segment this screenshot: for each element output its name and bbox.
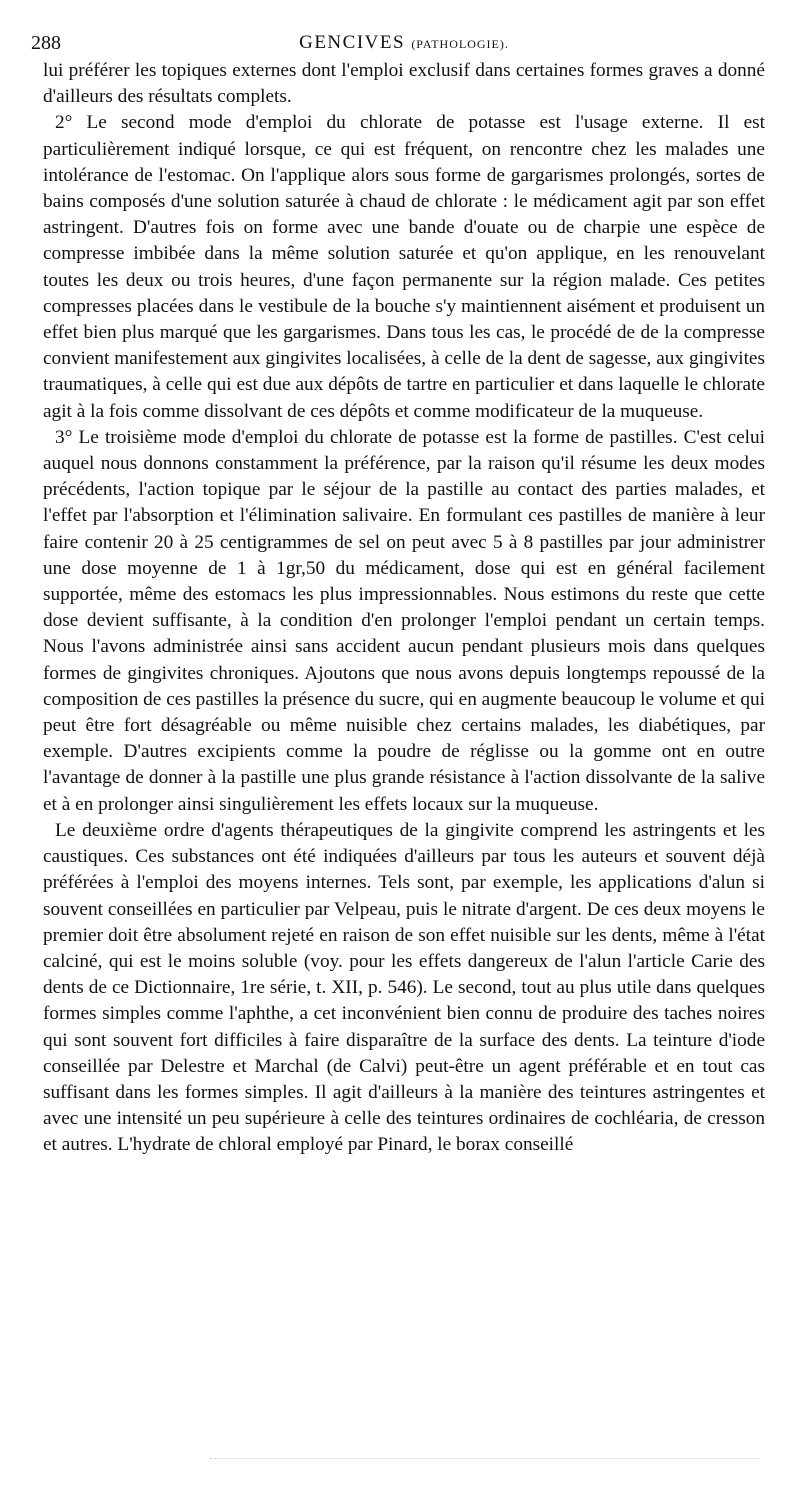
section-subtitle: (PATHOLOGIE). [411, 37, 509, 51]
paragraph-second-mode: 2° Le second mode d'emploi du chlorate de potasse est l'usage externe. Il est particulièrement indiqué lorsque, ce qui est fréquent, on rencontre chez les malades une intolérance de l'estomac. On l'applique alors sous forme de gargarismes prolongés, sortes de bains composés d'une solution saturée à chaud de chlorate : le médicament agit par son effet astringent. D'autres fois on forme avec une bande d'ouate ou de charpie une espèce de compresse imbibée dans la même solution saturée et qu'on applique, en les renouvelant toutes les deux ou trois heures, d'une façon permanente sur la région malade. Ces petites compresses placées dans le vestibule de la bouche s'y maintiennent aisément et produisent un effet bien plus marqué que les gargarismes. Dans tous les cas, le procédé de de la compresse convient manifestement aux gingivites localisées, à celle de la dent de sagesse, aux gingivites traumatiques, à celle qui est due aux dépôts de tartre en particulier et dans laquelle le chlorate agit à la fois comme dissolvant de ces dépôts et comme modificateur de la muqueuse. [43, 112, 765, 422]
page-number: 288 [31, 32, 61, 54]
book-page [31, 28, 765, 1159]
body-text [43, 58, 765, 1159]
paragraph-continuation: lui préférer les topiques externes dont l'emploi exclusif dans certaines formes graves a donné d'ailleurs des résultats complets. [43, 60, 765, 108]
running-title [43, 28, 765, 59]
paragraph-third-mode: 3° Le troisième mode d'emploi du chlorate de potasse est la forme de pastilles. C'est celui auquel nous donnons constamment la préférence, par la raison qu'il résume les deux modes précédents, l'action topique par le séjour de la pastille au contact des parties malades, et l'effet par l'absorption et l'élimination salivaire. En formulant ces pastilles de manière à leur faire contenir 20 à 25 centigrammes de sel on peut avec 5 à 8 pastilles par jour administrer une dose moyenne de 1 à 1gr,50 du médicament, dose qui est en général facilement supportée, même des estomacs les plus impressionnables. Nous estimons du reste que cette dose devient suffisante, à la condition d'en prolonger l'emploi pendant un certain temps. Nous l'avons administrée ainsi sans accident aucun pendant plusieurs mois dans quelques formes de gingivites chroniques. Ajoutons que nous avons depuis longtemps repoussé de la composition de ces pastilles la présence du sucre, qui en augmente beaucoup le volume et qui peut être fort désagréable ou même nuisible chez certains malades, les diabétiques, par exemple. D'autres excipients comme la poudre de réglisse ou la gomme ont en outre l'avantage de donner à la pastille une plus grande résistance à l'action dissolvante de la salive et à en prolonger ainsi singulièrement les effets locaux sur la muqueuse. [43, 426, 765, 815]
scan-footer-marks [210, 1458, 760, 1465]
running-header [31, 28, 765, 58]
paragraph-astringents: Le deuxième ordre d'agents thérapeutiques de la gingivite comprend les astringents et les caustiques. Ces substances ont été indiquées d'ailleurs par tous les auteurs et souvent déjà préférées à l'emploi des moyens internes. Tels sont, par exemple, les applications d'alun si souvent conseillées en particulier par Velpeau, puis le nitrate d'argent. De ces deux moyens le premier doit être absolument rejeté en raison de son effet nuisible sur les dents, même à l'état calciné, qui est le moins soluble (voy. pour les effets dangereux de l'alun l'article Carie des dents de ce Dictionnaire, 1re série, t. XII, p. 546). Le second, tout au plus utile dans quelques formes simples comme l'aphthe, a cet inconvénient bien connu de produire des taches noires qui sont souvent fort difficiles à faire disparaître de la surface des dents. La teinture d'iode conseillée par Delestre et Marchal (de Calvi) peut-être un agent préférable et en tout cas suffisant dans les formes simples. Il agit d'ailleurs à la manière des teintures astringentes et avec une intensité un peu supérieure à celle des teintures ordinaires de cochléaria, de cresson et autres. L'hydrate de chloral employé par Pinard, le borax conseillé [43, 819, 765, 1156]
section-title: GENCIVES [299, 32, 406, 53]
